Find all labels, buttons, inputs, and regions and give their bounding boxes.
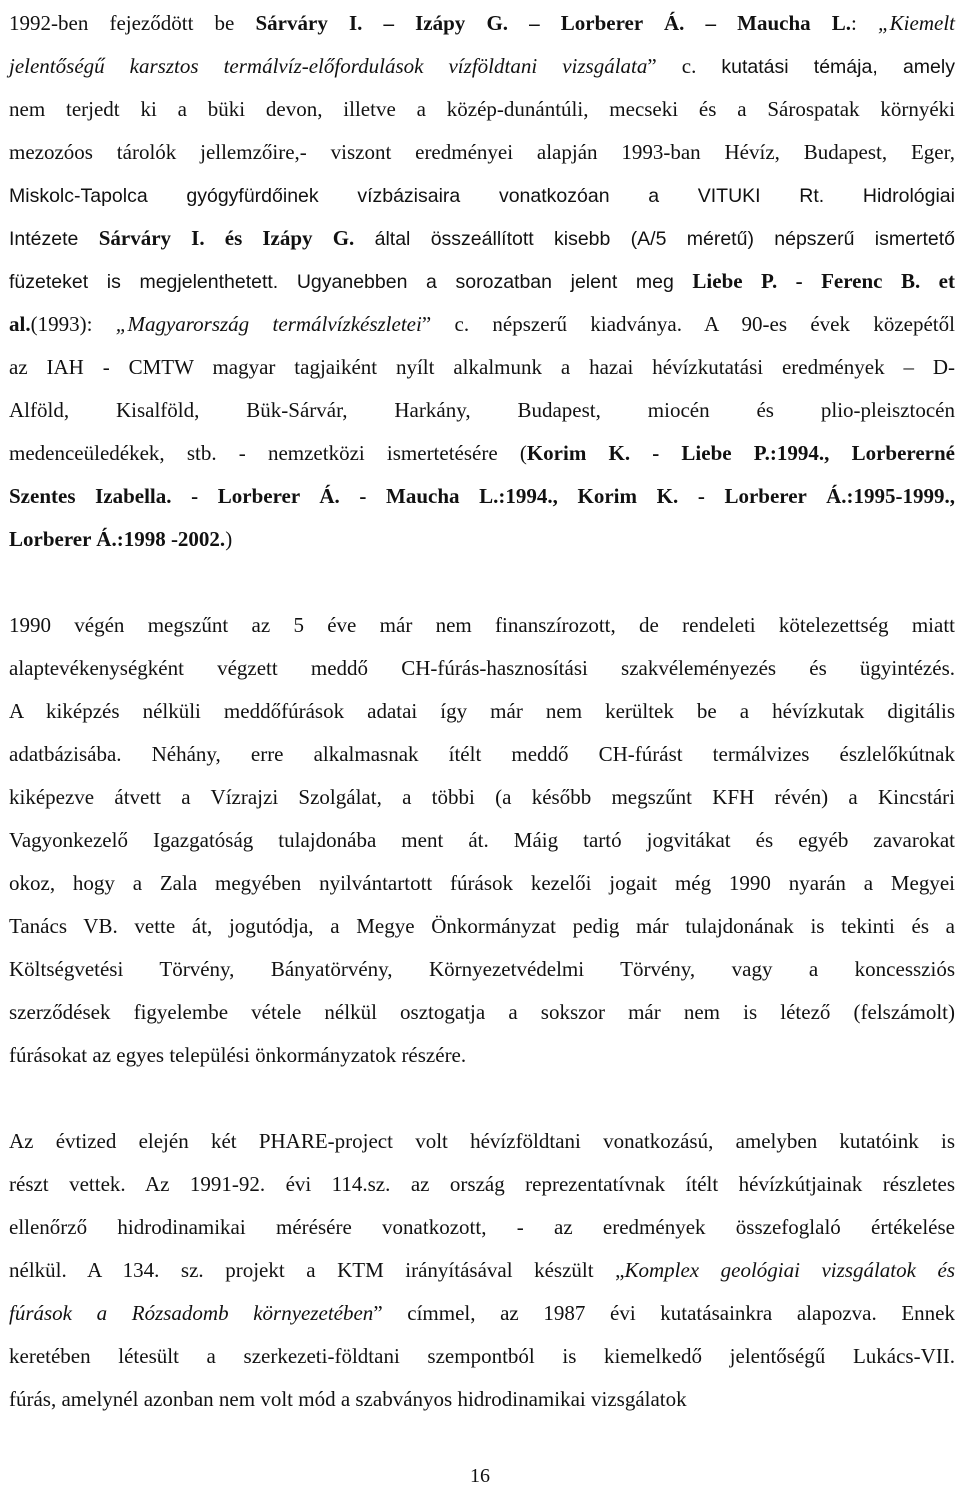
text-run: Vagyonkezelő Igazgatóság tulajdonába ment át. Máig tartó jogvitákat és egyéb zavarokat	[9, 828, 955, 852]
text-run: fúrásokat az egyes települési önkormányzatok részére.	[9, 1043, 467, 1067]
text-run: mezozóos tárolók jellemzőire,- viszont eredményei alapján 1993-ban Hévíz, Budapest, Eger,	[9, 140, 955, 164]
text-run: medenceüledékek, stb. - nemzetközi ismertetésére (	[9, 441, 527, 465]
text-run: kiképezve átvett a Vízrajzi Szolgálat, a többi (a később megszűnt KFH révén) a Kincstári	[9, 785, 955, 809]
text-line	[9, 1163, 955, 1206]
bold-text: Szentes Izabella. - Lorberer Á. - Maucha L.:1994., Korim K. - Lorberer Á.:1995-1999.,	[9, 484, 955, 508]
text-run: ” címmel, az 1987 évi kutatásainkra alapozva. Ennek	[373, 1301, 955, 1325]
text-run: Az évtized elején két PHARE-project volt hévízföldtani vonatkozású, amelyben kutatóink is	[9, 1129, 955, 1153]
text-line	[9, 2, 955, 45]
text-line	[9, 346, 955, 389]
text-run: Tanács VB. vette át, jogutódja, a Megye Önkormányzat pedig már tulajdonának is tekinti és a	[9, 914, 955, 938]
paragraph-1	[9, 2, 955, 561]
italic-text: fúrások a Rózsadomb környezetében	[9, 1301, 374, 1325]
text-line	[9, 260, 955, 303]
text-line	[9, 1120, 955, 1163]
text-line	[9, 862, 955, 905]
text-run: )	[225, 527, 233, 551]
text-run: Intézete	[9, 228, 99, 250]
text-line	[9, 733, 955, 776]
italic-text: „Magyarország termálvízkészletei	[115, 312, 422, 336]
text-run: adatbázisába. Néhány, erre alkalmasnak ítélt meddő CH-fúrást termálvizes észlelőkútnak	[9, 742, 955, 766]
text-run: 1990 végén megszűnt az 5 éve már nem finanszírozott, de rendeleti kötelezettség miatt	[9, 613, 955, 637]
text-line	[9, 303, 955, 346]
text-run: az IAH - CMTW magyar tagjaiként nyílt alkalmunk a hazai hévízkutatási eredmények – D-	[9, 355, 955, 379]
bold-text: Sárváry I. és Izápy G.	[98, 226, 355, 250]
text-run: A 90-es évek közepétől	[704, 312, 955, 336]
text-run: ellenőrző hidrodinamikai mérésére vonatkozott, - az eredmények összefoglaló értékelése	[9, 1215, 955, 1239]
text-line	[9, 1249, 955, 1292]
text-run: keretében létesült a szerkezeti-földtani szempontból is kiemelkedő jelentőségű Lukács-VII.	[9, 1344, 955, 1368]
bold-text: Lorberer Á.:1998 -2002.	[9, 527, 226, 551]
text-line	[9, 389, 955, 432]
text-run: kutatási témája, amely	[721, 56, 955, 78]
text-run: alaptevékenységként végzett meddő CH-fúrás-hasznosítási szakvéleményezés és ügyintézés.	[9, 656, 955, 680]
bold-text: Korim K. - Liebe P.:1994., Lorbererné	[526, 441, 955, 465]
text-run: szerződések figyelembe vétele nélkül osztogatja a sokszor már nem is létező (felszámolt)	[9, 1000, 955, 1024]
text-line	[9, 819, 955, 862]
paragraph-3	[9, 1120, 955, 1421]
bold-text: al.	[9, 312, 31, 336]
text-run: nem terjedt ki a büki devon, illetve a közép-dunántúli, mecseki és a Sárospatak környéki	[9, 97, 955, 121]
text-line	[9, 1378, 955, 1421]
text-line	[9, 1034, 955, 1077]
text-run: által összeállított kisebb (A/5 méretű) népszerű ismertető	[354, 228, 955, 250]
text-line	[9, 45, 955, 88]
text-line	[9, 88, 955, 131]
bold-text: Liebe P. - Ferenc B. et	[692, 269, 955, 293]
text-line	[9, 217, 955, 260]
text-line	[9, 690, 955, 733]
text-run: fúrás, amelynél azonban nem volt mód a szabványos hidrodinamikai vizsgálatok	[9, 1387, 687, 1411]
italic-text: „Kiemelt	[878, 11, 955, 35]
text-run: okoz, hogy a Zala megyében nyilvántartott fúrások kezelői jogait még 1990 nyarán a Megyei	[9, 871, 955, 895]
text-run: füzeteket is megjelenthetett. Ugyanebben a sorozatban jelent meg	[9, 271, 693, 293]
text-run: ” c.	[647, 54, 722, 78]
text-line	[9, 131, 955, 174]
text-line	[9, 991, 955, 1034]
bold-text: Sárváry I. – Izápy G. – Lorberer Á. – Maucha L.	[255, 11, 852, 35]
italic-text: Komplex geológiai vizsgálatok és	[624, 1258, 955, 1282]
text-line	[9, 1335, 955, 1378]
text-run: Miskolc-Tapolca gyógyfürdőinek vízbázisaira vonatkozóan a VITUKI Rt. Hidrológiai	[9, 185, 955, 207]
text-run: ” c. népszerű kiadványa.	[421, 312, 705, 336]
text-line	[9, 948, 955, 991]
text-line	[9, 518, 955, 561]
paragraph-2	[9, 604, 955, 1077]
text-line	[9, 432, 955, 475]
text-line	[9, 1206, 955, 1249]
text-line	[9, 647, 955, 690]
text-line	[9, 475, 955, 518]
text-run: 1992-ben fejeződött be	[9, 11, 256, 35]
italic-text: jelentőségű karsztos termálvíz-előfordulások vízföldtani vizsgálata	[9, 54, 648, 78]
text-run: A kiképzés nélküli meddőfúrások adatai így már nem kerültek be a hévízkutak digitális	[9, 699, 955, 723]
text-line	[9, 776, 955, 819]
text-run: (1993):	[30, 312, 116, 336]
text-run: részt vettek. Az 1991-92. évi 114.sz. az ország reprezentatívnak ítélt hévízkútjainak részletes	[9, 1172, 955, 1196]
page-number: 16	[470, 1465, 490, 1487]
text-line	[9, 905, 955, 948]
text-line	[9, 1292, 955, 1335]
text-line	[9, 604, 955, 647]
text-run: :	[851, 11, 878, 35]
text-run: Költségvetési Törvény, Bányatörvény, Környezetvédelmi Törvény, vagy a koncessziós	[9, 957, 955, 981]
text-run: nélkül. A 134. sz. projekt a KTM irányításával készült „	[9, 1258, 625, 1282]
text-run: Alföld, Kisalföld, Bük-Sárvár, Harkány, Budapest, miocén és plio-pleisztocén	[9, 398, 955, 422]
text-line	[9, 174, 955, 217]
